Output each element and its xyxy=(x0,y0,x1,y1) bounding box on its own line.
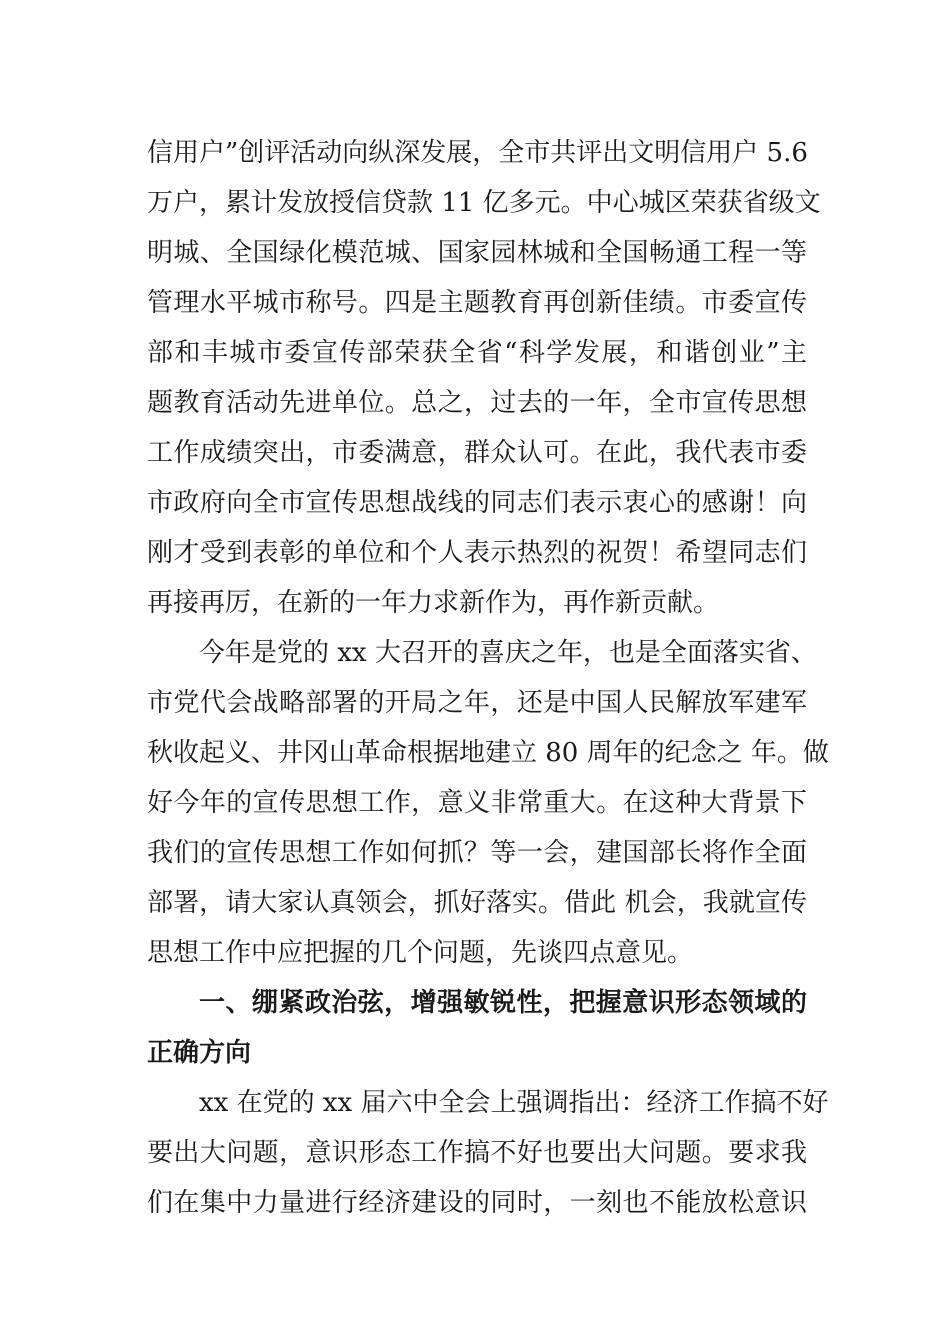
text-line: 部署，请大家认真领会，抓好落实。借此 机会，我就宣传 xyxy=(147,888,807,918)
text-line: 部和丰城市委宣传部荣获全省“科学发展，和谐创业”主 xyxy=(147,338,807,368)
text-line: 工作成绩突出，市委满意，群众认可。在此，我代表市委 xyxy=(147,438,807,468)
text-line: 我们的宣传思想工作如何抓？等一会，建国部长将作全面 xyxy=(147,838,807,868)
text-line: 题教育活动先进单位。总之，过去的一年，全市宣传思想 xyxy=(147,388,807,418)
text-line: 再接再厉，在新的一年力求新作为，再作新贡献。 xyxy=(147,588,720,618)
text-line: 秋收起义、井冈山革命根据地建立 80 周年的纪念之 年。做 xyxy=(147,738,829,768)
section-heading: 一、绷紧政治弦，增强敏锐性，把握意识形态领域的 xyxy=(199,988,807,1018)
text-line: 市党代会战略部署的开局之年，还是中国人民解放军建军 xyxy=(147,688,807,718)
paragraph-start-line: 今年是党的 xx 大召开的喜庆之年，也是全面落实省、 xyxy=(199,638,817,668)
text-line: 市政府向全市宣传思想战线的同志们表示衷心的感谢！向 xyxy=(147,488,807,518)
section-heading-continued: 正确方向 xyxy=(147,1038,252,1068)
text-line: 明城、全国绿化模范城、国家园林城和全国畅通工程一等 xyxy=(147,238,807,268)
text-line: 思想工作中应把握的几个问题，先谈四点意见。 xyxy=(147,938,694,968)
text-line: 刚才受到表彰的单位和个人表示热烈的祝贺！希望同志们 xyxy=(147,538,807,568)
text-line: 万户，累计发放授信贷款 11 亿多元。中心城区荣获省级文 xyxy=(147,188,821,218)
text-line: 好今年的宣传思想工作，意义非常重大。在这种大背景下 xyxy=(147,788,807,818)
text-line: 信用户”创评活动向纵深发展，全市共评出文明信用户 5.6 xyxy=(147,138,808,168)
text-line: 们在集中力量进行经济建设的同时，一刻也不能放松意识 xyxy=(147,1188,807,1218)
paragraph-start-line: xx 在党的 xx 届六中全会上强调指出：经济工作搞不好 xyxy=(199,1088,829,1118)
text-line: 管理水平城市称号。四是主题教育再创新佳绩。市委宣传 xyxy=(147,288,807,318)
text-line: 要出大问题，意识形态工作搞不好也要出大问题。要求我 xyxy=(147,1138,807,1168)
